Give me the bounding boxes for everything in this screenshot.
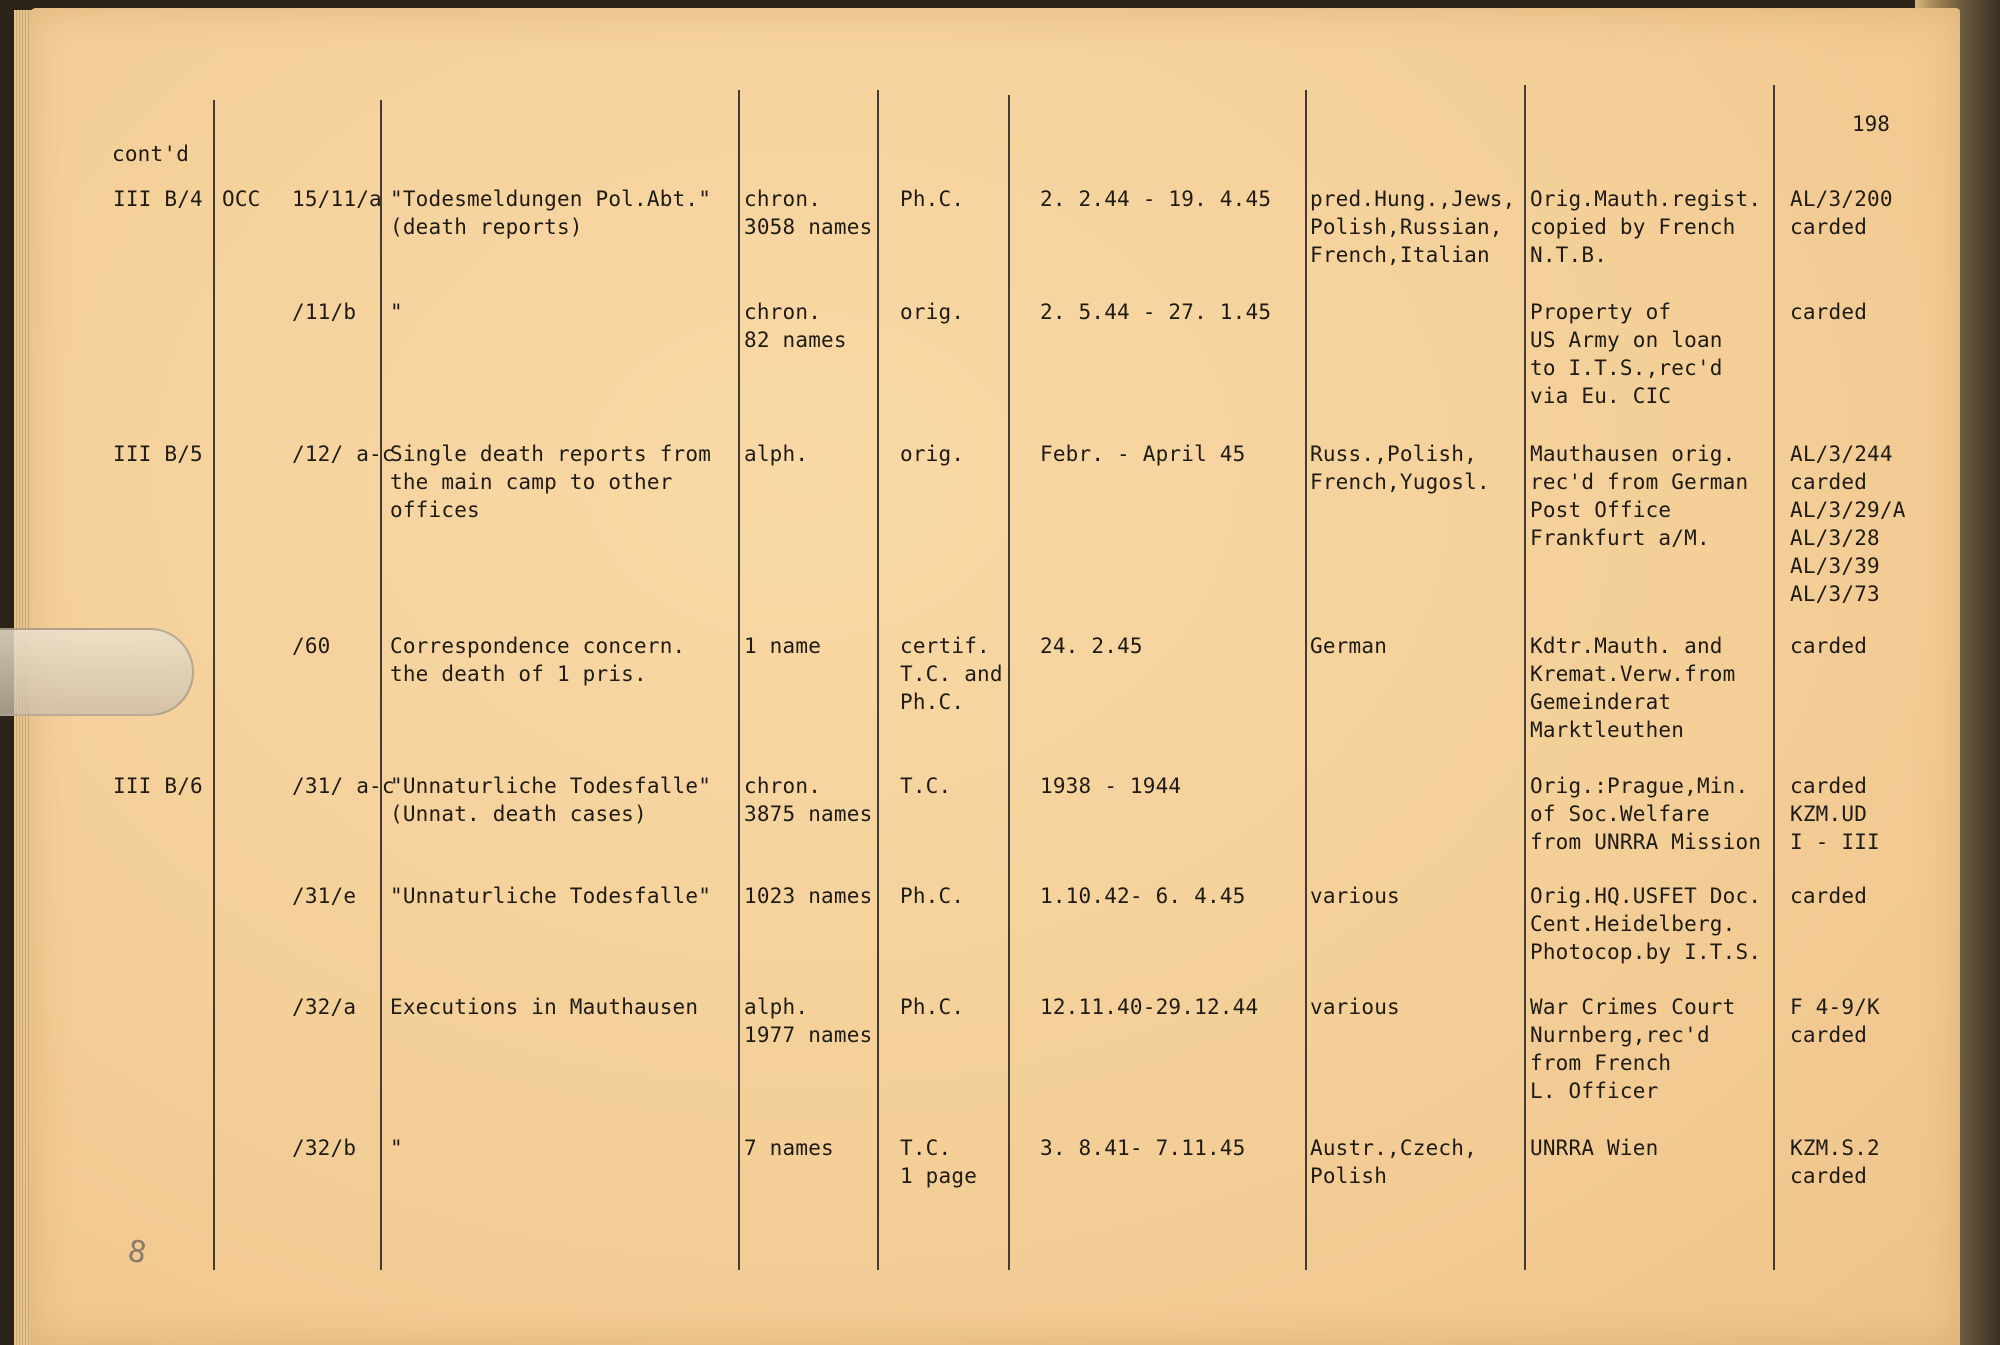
cell-remarks-line: AL/3/39	[1790, 554, 1880, 578]
cell-dates: 2. 5.44 - 27. 1.45	[1040, 300, 1272, 324]
cell-arrangement-line: chron.	[744, 187, 822, 211]
column-rule	[213, 100, 215, 1270]
cell-nationality-line: French,Yugosl.	[1310, 470, 1490, 494]
header-contd: cont'd	[112, 142, 190, 166]
cell-remarks-line: AL/3/73	[1790, 582, 1880, 606]
cell-dates: 2. 2.44 - 19. 4.45	[1040, 187, 1272, 211]
cell-source-line: copied by French	[1530, 215, 1736, 239]
cell-ref: 15/11/a	[292, 187, 382, 211]
column-rule	[1524, 85, 1526, 1270]
cell-nationality-line: pred.Hung.,Jews,	[1310, 187, 1516, 211]
column-rule	[1305, 90, 1307, 1270]
cell-source-line: UNRRA Wien	[1530, 1136, 1659, 1160]
cell-type-line: Ph.C.	[900, 995, 965, 1019]
cell-source-line: rec'd from German	[1530, 470, 1749, 494]
cell-source-line: Nurnberg,rec'd	[1530, 1023, 1710, 1047]
cell-description-line: "Todesmeldungen Pol.Abt."	[390, 187, 712, 211]
cell-source-line: Kdtr.Mauth. and	[1530, 634, 1723, 658]
cell-description-line: (death reports)	[390, 215, 583, 239]
page-number: 198	[1852, 112, 1890, 136]
cell-source-line: via Eu. CIC	[1530, 384, 1672, 408]
cell-arrangement-line: 7 names	[744, 1136, 834, 1160]
cell-dates: 1.10.42- 6. 4.45	[1040, 884, 1246, 908]
cell-dates: 12.11.40-29.12.44	[1040, 995, 1259, 1019]
cell-ref: /31/ a-c	[292, 774, 395, 798]
cell-source-line: US Army on loan	[1530, 328, 1723, 352]
cell-arrangement-line: alph.	[744, 995, 809, 1019]
cell-ref: /32/a	[292, 995, 357, 1019]
cell-source-line: from UNRRA Mission	[1530, 830, 1762, 854]
cell-type-line: T.C.	[900, 1136, 952, 1160]
cell-prefix: OCC	[222, 187, 261, 211]
cell-dates: Febr. - April 45	[1040, 442, 1246, 466]
cell-source-line: Frankfurt a/M.	[1530, 526, 1710, 550]
cell-type-line: T.C.	[900, 774, 952, 798]
cell-ref: /32/b	[292, 1136, 357, 1160]
cell-type-line: orig.	[900, 300, 965, 324]
cell-description-line: "Unnaturliche Todesfalle"	[390, 884, 712, 908]
cell-description-line: "Unnaturliche Todesfalle"	[390, 774, 712, 798]
cell-type-line: T.C. and	[900, 662, 1003, 686]
column-rule	[738, 90, 740, 1270]
cell-remarks-line: I - III	[1790, 830, 1880, 854]
cell-arrangement-line: alph.	[744, 442, 809, 466]
cell-arrangement-line: chron.	[744, 300, 822, 324]
cell-remarks-line: AL/3/28	[1790, 526, 1880, 550]
index-tab	[0, 628, 194, 716]
cell-remarks-line: carded	[1790, 215, 1868, 239]
cell-description-line: Executions in Mauthausen	[390, 995, 699, 1019]
cell-remarks-line: carded	[1790, 1023, 1868, 1047]
cell-source-line: N.T.B.	[1530, 243, 1608, 267]
cell-remarks-line: AL/3/244	[1790, 442, 1893, 466]
cell-description-line: Single death reports from	[390, 442, 712, 466]
cell-dates: 3. 8.41- 7.11.45	[1040, 1136, 1246, 1160]
cell-remarks-line: AL/3/29/A	[1790, 498, 1906, 522]
column-rule	[1008, 95, 1010, 1270]
cell-description-line: the death of 1 pris.	[390, 662, 647, 686]
cell-dates: 1938 - 1944	[1040, 774, 1182, 798]
cell-remarks-line: AL/3/200	[1790, 187, 1893, 211]
cell-ref: /31/e	[292, 884, 357, 908]
cell-nationality-line: German	[1310, 634, 1388, 658]
column-rule	[1773, 85, 1775, 1270]
cell-description-line: (Unnat. death cases)	[390, 802, 647, 826]
cell-type-line: Ph.C.	[900, 690, 965, 714]
cell-arrangement-line: 1977 names	[744, 1023, 873, 1047]
cell-nationality-line: Polish	[1310, 1164, 1388, 1188]
cell-arrangement-line: chron.	[744, 774, 822, 798]
cell-nationality-line: Russ.,Polish,	[1310, 442, 1477, 466]
column-rule	[380, 100, 382, 1270]
column-rule	[877, 90, 879, 1270]
cell-remarks-line: carded	[1790, 1164, 1868, 1188]
cell-remarks-line: KZM.S.2	[1790, 1136, 1880, 1160]
cell-arrangement-line: 3058 names	[744, 215, 873, 239]
cell-source-line: Gemeinderat	[1530, 690, 1672, 714]
cell-source-line: Photocop.by I.T.S.	[1530, 940, 1762, 964]
cell-source-line: Orig.Mauth.regist.	[1530, 187, 1762, 211]
cell-type-line: Ph.C.	[900, 187, 965, 211]
cell-type-line: 1 page	[900, 1164, 978, 1188]
cell-source-line: Post Office	[1530, 498, 1672, 522]
cell-arrangement-line: 3875 names	[744, 802, 873, 826]
cell-description-line: "	[390, 1136, 403, 1160]
cell-remarks-line: carded	[1790, 884, 1868, 908]
cell-type-line: orig.	[900, 442, 965, 466]
cell-remarks-line: carded	[1790, 470, 1868, 494]
cell-arrangement-line: 1 name	[744, 634, 822, 658]
cell-description-line: the main camp to other	[390, 470, 673, 494]
cell-remarks-line: carded	[1790, 300, 1868, 324]
cell-type-line: certif.	[900, 634, 990, 658]
cell-source-line: Marktleuthen	[1530, 718, 1685, 742]
cell-source-line: Property of	[1530, 300, 1672, 324]
cell-source-line: from French	[1530, 1051, 1672, 1075]
cell-source-line: to I.T.S.,rec'd	[1530, 356, 1723, 380]
cell-remarks-line: carded	[1790, 774, 1868, 798]
cell-description-line: Correspondence concern.	[390, 634, 686, 658]
cell-source-line: Cent.Heidelberg.	[1530, 912, 1736, 936]
cell-dates: 24. 2.45	[1040, 634, 1143, 658]
cell-ref: /12/ a-c	[292, 442, 395, 466]
cell-arrangement-line: 82 names	[744, 328, 847, 352]
margin-mark: 8	[125, 1233, 149, 1272]
cell-description-line: offices	[390, 498, 480, 522]
cell-source-line: L. Officer	[1530, 1079, 1659, 1103]
cell-nationality-line: various	[1310, 884, 1400, 908]
cell-ref: /60	[292, 634, 331, 658]
cell-remarks-line: carded	[1790, 634, 1868, 658]
cell-nationality-line: Austr.,Czech,	[1310, 1136, 1477, 1160]
cell-nationality-line: various	[1310, 995, 1400, 1019]
cell-source-line: Orig.HQ.USFET Doc.	[1530, 884, 1762, 908]
cell-nationality-line: French,Italian	[1310, 243, 1490, 267]
cell-section: III B/5	[113, 442, 203, 466]
cell-section: III B/6	[113, 774, 203, 798]
cell-source-line: War Crimes Court	[1530, 995, 1736, 1019]
cell-nationality-line: Polish,Russian,	[1310, 215, 1503, 239]
cell-source-line: Kremat.Verw.from	[1530, 662, 1736, 686]
cell-section: III B/4	[113, 187, 203, 211]
cell-arrangement-line: 1023 names	[744, 884, 873, 908]
cell-remarks-line: F 4-9/K	[1790, 995, 1880, 1019]
cell-source-line: Mauthausen orig.	[1530, 442, 1736, 466]
cell-description-line: "	[390, 300, 403, 324]
cell-source-line: Orig.:Prague,Min.	[1530, 774, 1749, 798]
cell-ref: /11/b	[292, 300, 357, 324]
cell-type-line: Ph.C.	[900, 884, 965, 908]
cell-remarks-line: KZM.UD	[1790, 802, 1868, 826]
cell-source-line: of Soc.Welfare	[1530, 802, 1710, 826]
